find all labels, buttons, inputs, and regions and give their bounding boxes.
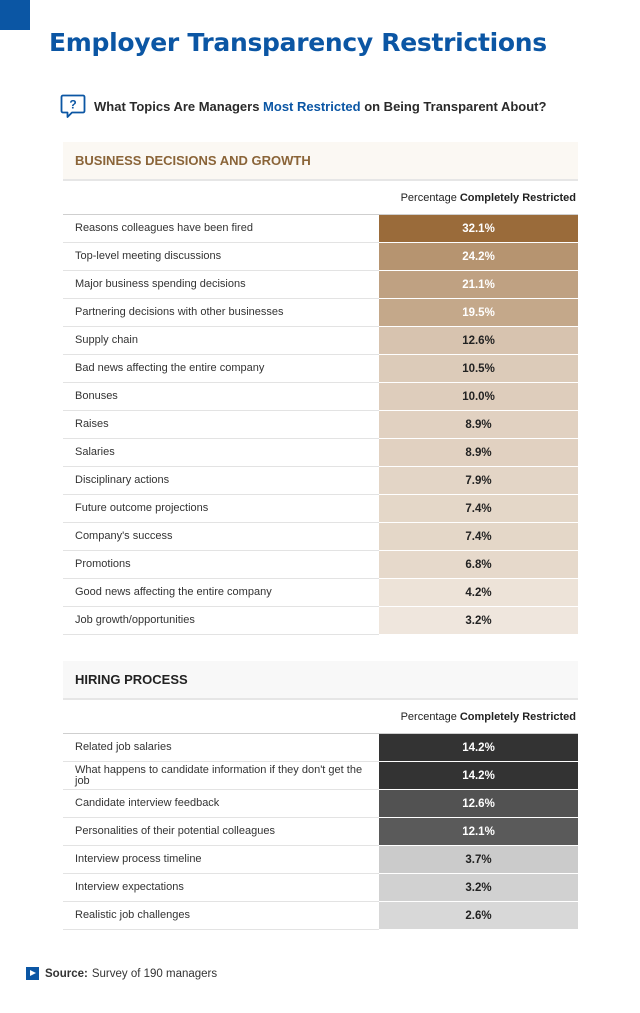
page-title: Employer Transparency Restrictions [49,28,547,57]
source-text: Survey of 190 managers [91,967,218,980]
table-row [63,551,578,579]
value-cell: 21.1% [379,271,578,299]
value-cell: 10.5% [379,355,578,383]
column-header [63,181,578,214]
value-cell: 24.2% [379,243,578,271]
column-header [63,700,578,733]
question-accent: Most Restricted [263,98,361,114]
question-after: on Being Transparent About? [360,98,547,114]
row-label: Bonuses [63,383,379,411]
play-arrow-icon [26,967,39,980]
table-row [63,523,578,551]
question-text [94,99,546,114]
value-cell: 3.2% [379,607,578,635]
row-label: Realistic job challenges [63,902,379,930]
value-cell: 14.2% [379,762,578,790]
row-label: Raises [63,411,379,439]
value-cell: 7.9% [379,467,578,495]
table-row [63,734,578,762]
row-label: Supply chain [63,327,379,355]
row-label: Salaries [63,439,379,467]
value-cell: 8.9% [379,411,578,439]
table-row [63,874,578,902]
row-label: Bad news affecting the entire company [63,355,379,383]
hiring-process-section [63,661,578,930]
row-label: Future outcome projections [63,495,379,523]
value-cell: 7.4% [379,495,578,523]
value-cell: 3.7% [379,846,578,874]
value-cell: 8.9% [379,439,578,467]
value-cell: 10.0% [379,383,578,411]
value-cell: 12.6% [379,327,578,355]
row-label: Top-level meeting discussions [63,243,379,271]
column-header-bold: Completely Restricted [459,191,576,204]
row-label: What happens to candidate information if they don't get the job [63,762,379,790]
table-row [63,902,578,930]
table-row [63,818,578,846]
value-cell: 32.1% [379,215,578,243]
table-row [63,411,578,439]
table-row [63,383,578,411]
question-line [60,93,546,119]
svg-text:?: ? [69,97,77,112]
row-label: Partnering decisions with other businesses [63,299,379,327]
table-row [63,355,578,383]
value-cell: 2.6% [379,902,578,930]
table-row [63,495,578,523]
row-label: Promotions [63,551,379,579]
row-label: Job growth/opportunities [63,607,379,635]
column-header-prefix: Percentage [400,710,457,723]
table-row [63,762,578,790]
value-cell: 3.2% [379,874,578,902]
value-cell: 12.1% [379,818,578,846]
column-header-prefix: Percentage [400,191,457,204]
row-label: Good news affecting the entire company [63,579,379,607]
row-label: Candidate interview feedback [63,790,379,818]
column-header-bold: Completely Restricted [459,710,576,723]
hiring-table-body [63,733,578,930]
table-row [63,327,578,355]
row-label: Company's success [63,523,379,551]
table-row [63,846,578,874]
row-label: Interview process timeline [63,846,379,874]
value-cell: 4.2% [379,579,578,607]
section-title: BUSINESS DECISIONS AND GROWTH [63,142,578,181]
table-row [63,439,578,467]
row-label: Disciplinary actions [63,467,379,495]
row-label: Reasons colleagues have been fired [63,215,379,243]
table-row [63,215,578,243]
table-row [63,607,578,635]
table-row [63,299,578,327]
source-label: Source: [45,967,88,980]
value-cell: 7.4% [379,523,578,551]
table-row [63,467,578,495]
row-label: Related job salaries [63,734,379,762]
table-row [63,790,578,818]
business-table-body [63,214,578,635]
business-decisions-section [63,142,578,635]
row-label: Major business spending decisions [63,271,379,299]
value-cell: 19.5% [379,299,578,327]
source-note [26,967,217,980]
row-label: Interview expectations [63,874,379,902]
value-cell: 12.6% [379,790,578,818]
table-row [63,271,578,299]
table-row [63,579,578,607]
question-before: What Topics Are Managers [94,98,264,114]
row-label: Personalities of their potential colleagues [63,818,379,846]
value-cell: 14.2% [379,734,578,762]
question-bubble-icon [60,93,86,119]
corner-accent [0,0,30,30]
value-cell: 6.8% [379,551,578,579]
section-title: HIRING PROCESS [63,661,578,700]
table-row [63,243,578,271]
